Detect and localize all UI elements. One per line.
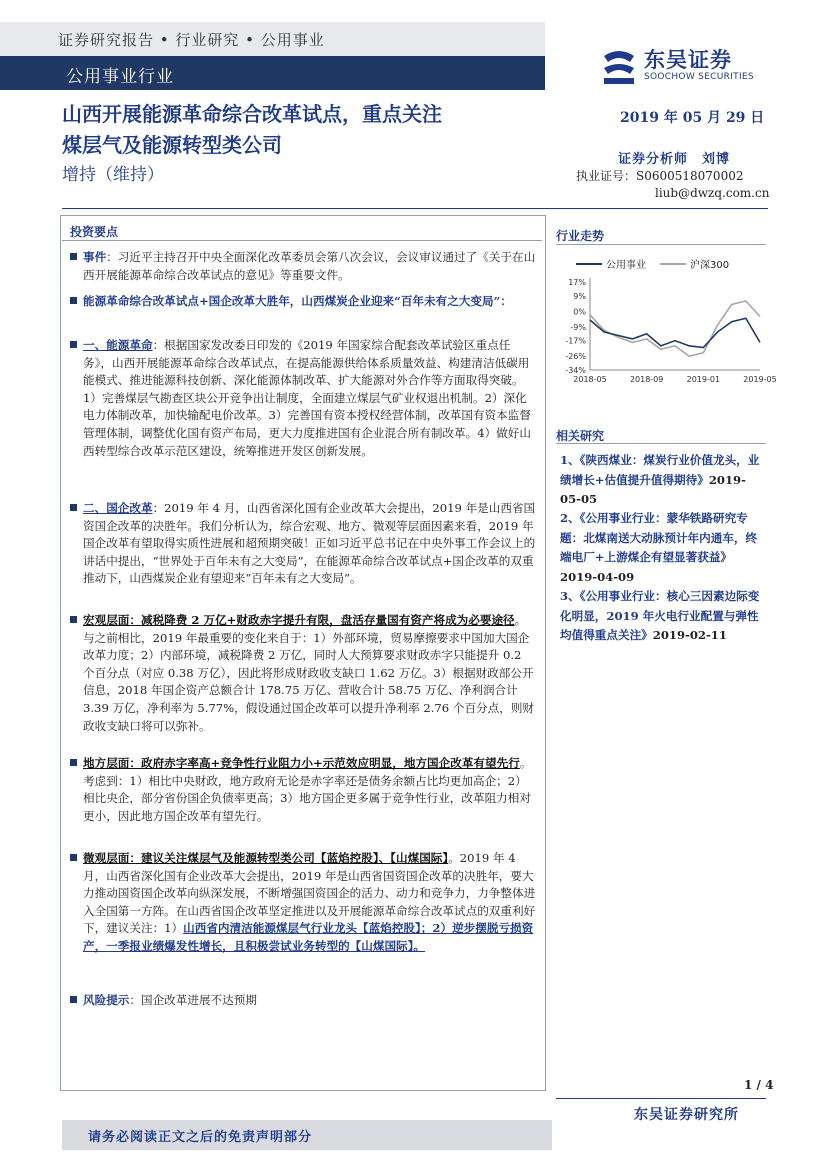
related-item[interactable]	[560, 587, 766, 646]
logo-mark-icon	[600, 46, 638, 86]
breadcrumb: 证券研究报告 • 行业研究 • 公用事业	[58, 31, 325, 49]
x-tick-label: 2018-05	[573, 375, 607, 384]
y-tick-label: -34%	[565, 366, 586, 375]
event-label: 事件	[83, 250, 107, 264]
macro-text: 。与之前相比，2019 年最重要的变化来自于：1）外部环境，贸易摩擦要求中国加大国企改革力度；2）内部环境，减税降费 2 万亿，同时人大预算要求财政赤字只能提升 0.2 个百分点（对应 0.38 万亿），因此将形成财政收支缺口 1.62 万亿。3）根据财政部公开信息，2018 年国企资产总额合计 178.75 万亿、营收合计 58.75 万亿、净利润合计 3.39 万亿，净利率为 5.77%，假设通过国企改革可以提升净利率 2.76 个百分点，则财政收支缺口将可以弥补。	[83, 613, 535, 733]
local-label: 地方层面：政府赤字率高+竞争性行业阻力小+示范效应明显，地方国企改革有望先行	[83, 756, 520, 770]
series-line	[590, 318, 760, 347]
logo-name-en: SOOCHOW SECURITIES	[644, 72, 754, 82]
soe-text: ：2019 年 4 月，山西省深化国有企业改革大会提出，2019 年是山西省国资国企改革的决胜年。我们分析认为，综合宏观、地方、微观等层面因素来看，2019 年国企改革有望取得实质性进展和超预期突破！正如习近平总书记在中央外事工作会议上的讲话中提出，“世界处于百年未有之大变局”，在能源革命综合改革试点+国企改革的双重推动下，山西煤炭企业有望迎来“百年未有之大变局”。	[83, 501, 536, 586]
y-tick-label: 0%	[573, 307, 586, 317]
bullet-icon	[70, 504, 77, 511]
investment-divider	[62, 240, 542, 241]
y-tick-label: -9%	[570, 322, 586, 332]
local-text: 。考虑到：1）相比中央财政，地方政府无论是赤字率还是债务余额占比均更加高企；2）相比央企，部分省份国企负债率更高；3）地方国企更多属于竞争性行业，改革阻力相对更小，因此地方国企改革有望先行。	[83, 756, 532, 823]
risk-text: ：国企改革进展不达预期	[129, 993, 257, 1007]
related-title: 1、《陕西煤业：煤炭行业价值龙头，业绩增长+估值提升值得期待》	[560, 453, 760, 487]
footer-divider	[556, 1098, 766, 1099]
related-date: 2019-04-09	[560, 569, 635, 584]
paragraph-energy-revolution	[70, 337, 536, 460]
bullet-icon	[70, 297, 77, 304]
series-line	[590, 301, 760, 356]
title-line-2: 煤层气及能源转型类公司	[62, 133, 282, 157]
bullet-icon	[70, 616, 77, 623]
x-tick-label: 2019-05	[743, 375, 777, 384]
trend-divider	[556, 244, 766, 245]
paragraph-soe-reform	[70, 500, 536, 588]
paragraph-local	[70, 755, 536, 825]
analyst-email[interactable]: liub@dwzq.com.cn	[655, 186, 770, 200]
paragraph-theme	[70, 293, 536, 311]
paragraph-micro	[70, 850, 536, 956]
footer-institute: 东吴证券研究所	[634, 1107, 739, 1123]
related-title: 3、《公用事业行业：核心三因素边际变化明显，2019 年火电行业配置与弹性均值得重点关注》	[560, 589, 760, 642]
theme-text: 能源革命综合改革试点+国企改革大胜年，山西煤炭企业迎来“百年未有之大变局”：	[83, 294, 512, 308]
trend-heading: 行业走势	[556, 229, 605, 243]
event-text: ：习近平主持召开中央全面深化改革委员会第八次会议，会议审议通过了《关于在山西开展能源革命综合改革试点的意见》等重要文件。	[83, 250, 536, 282]
legend-label: 沪深300	[690, 260, 730, 271]
bullet-icon	[70, 854, 77, 861]
disclaimer-bar	[62, 1120, 552, 1150]
header-divider	[62, 208, 768, 209]
x-tick-label: 2018-09	[629, 375, 664, 384]
related-title: 2、《公用事业行业：蒙华铁路研究专题：北煤南送大动脉预计年内通车，终端电厂+上游煤企有望显著获益》	[560, 511, 758, 564]
related-heading: 相关研究	[556, 429, 605, 443]
energy-text: ：根据国家发改委日印发的《2019 年国家综合配套改革试验区重点任务》，山西开展能源革命综合改革试点，在提高能源供给体系质量效益、构建清洁低碳用能模式、推进能源科技创新、深化能源体制改革、扩大能源对外合作等方面取得突破。1）完善煤层气勘查区块公开竞争出让制度，全面建立煤层气矿业权退出机制。2）深化电力体制改革，加快输配电价改革。3）完善国有资本授权经营体制，改革国有资本监督管理体制，调整优化国有资产布局，更大力度推进国有企业混合所有制改革。4）做好山西转型综合改革示范区建设，统筹推进开发区创新发展。	[83, 338, 531, 458]
y-tick-label: 17%	[568, 278, 586, 287]
logo-name-cn: 东吴证券	[644, 48, 732, 72]
soe-label: 二、国企改革	[83, 501, 153, 515]
bullet-icon	[70, 253, 77, 260]
header-industry-bar	[0, 56, 545, 90]
y-tick-label: 9%	[573, 291, 586, 301]
report-title	[62, 99, 552, 161]
rating: 增持（维持）	[62, 165, 164, 185]
x-tick-label: 2019-01	[686, 375, 721, 384]
micro-text: 。2019 年 4 月，山西省深化国有企业改革大会提出，2019 年是山西省国资国企改革的决胜年，要大力推动国资国企改革向纵深发展，不断增强国资国企的活力、动力和竞争力，力争整体进入全国第一方阵。在山西省国企改革坚定推进以及开展能源革命综合改革试点的双重利好下，建议关注：1）	[83, 851, 536, 936]
header-breadcrumb-bar	[0, 22, 545, 56]
industry-label: 公用事业行业	[66, 67, 174, 87]
bullet-icon	[70, 759, 77, 766]
micro-label: 微观层面：建议关注煤层气及能源转型类公司【蓝焰控股】、【山煤国际】	[83, 851, 449, 865]
related-divider	[556, 443, 766, 444]
paragraph-macro	[70, 612, 536, 735]
related-date: 2019-05-05	[560, 472, 746, 506]
title-line-1: 山西开展能源革命综合改革试点，重点关注	[62, 102, 442, 126]
risk-label: 风险提示	[83, 993, 130, 1007]
investment-heading: 投资要点	[70, 225, 119, 239]
company-logo	[600, 44, 775, 88]
legend-label: 公用事业	[606, 260, 646, 271]
bullet-icon	[70, 341, 77, 348]
micro-recommend: 山西省内清洁能源煤层气行业龙头【蓝焰控股】；2）逆步摆脱亏损资产，一季报业绩爆发性增长，且积极尝试业务转型的【山煤国际】。	[83, 921, 534, 953]
energy-label: 一、能源革命	[83, 338, 153, 352]
paragraph-risk	[70, 992, 536, 1010]
disclaimer-text: 请务必阅读正文之后的免责声明部分	[88, 1130, 313, 1145]
y-tick-label: -26%	[565, 352, 586, 362]
related-date: 2019-02-11	[652, 628, 727, 642]
paragraph-event	[70, 249, 536, 284]
report-date: 2019 年 05 月 29 日	[620, 110, 765, 126]
analyst-name: 证券分析师 刘博	[618, 152, 731, 167]
bullet-icon	[70, 996, 77, 1003]
related-item[interactable]	[560, 451, 766, 510]
trend-chart	[556, 252, 777, 388]
analyst-cert: 执业证号：S0600518070002	[576, 169, 744, 183]
page-number: 1 / 4	[744, 1078, 774, 1092]
related-item[interactable]	[560, 509, 766, 587]
y-tick-label: -17%	[565, 336, 586, 346]
macro-label: 宏观层面：减税降费 2 万亿+财政赤字提升有限，盘活存量国有资产将成为必要途径	[83, 613, 515, 627]
